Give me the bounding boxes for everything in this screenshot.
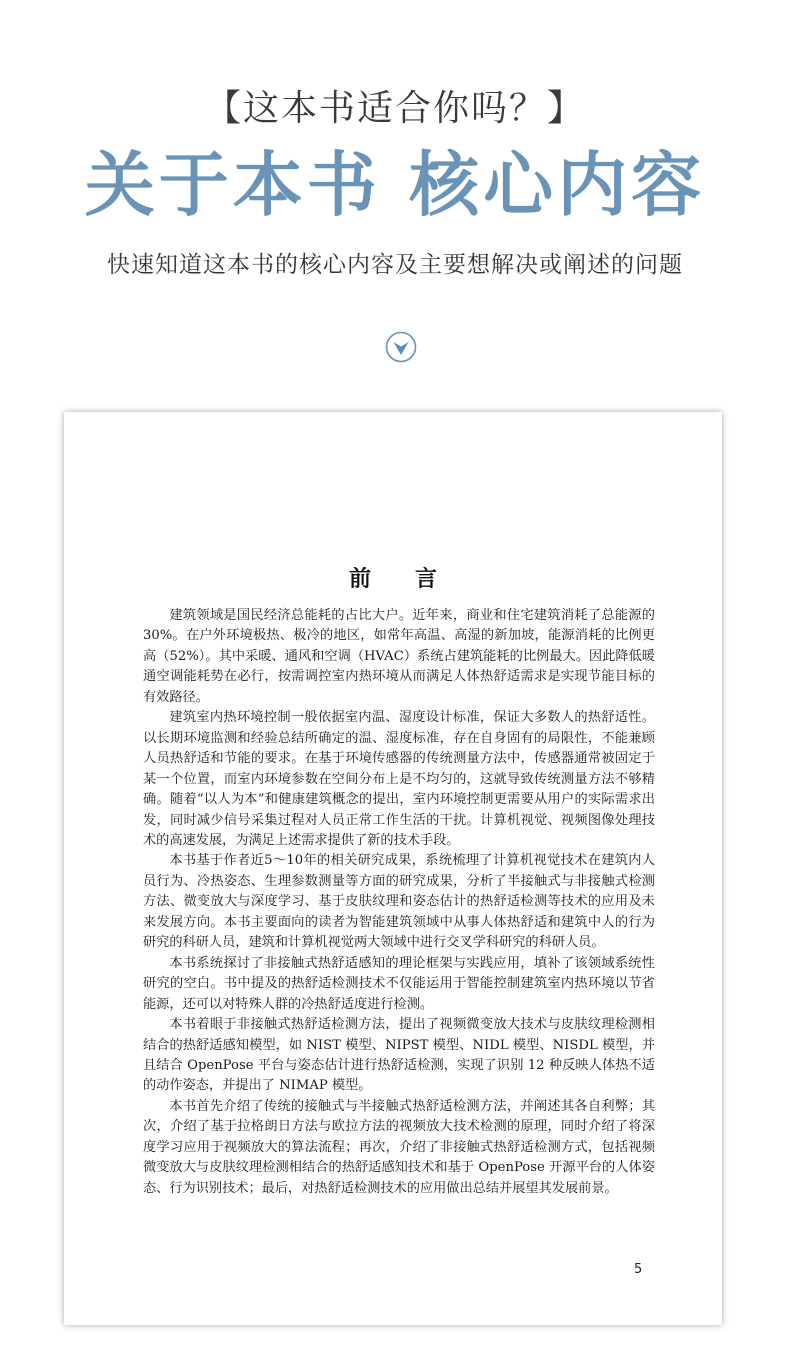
chevron-down-circle-icon	[385, 331, 417, 363]
paragraph: 建筑领域是国民经济总能耗的占比大户。近年来，商业和住宅建筑消耗了总能源的30%。在户外环境极热、极冷的地区，如常年高温、高湿的新加坡，能源消耗的比例更高（52%）。其中采暖、通风和空调（HVAC）系统占建筑能耗的比例最大。因此降低暖通空调能耗势在必行，按需调控室内热环境从而满足人体热舒适需求是实现节能目标的有效路径。	[143, 608, 655, 705]
paragraph: 本书着眼于非接触式热舒适检测方法，提出了视频微变放大技术与皮肤纹理检测相结合的热舒适感知模型，如 NIST 模型、NIPST 模型、NIDL 模型、NISDL 模型，并且结合 OpenPose 平台与姿态估计进行热舒适检测，实现了识别 12 种反映人体热不适的动作姿态，并提出了 NIMAP 模型。	[143, 1017, 655, 1094]
paragraph: 本书基于作者近5～10年的相关研究成果，系统梳理了计算机视觉技术在建筑内人员行为、冷热姿态、生理参数测量等方面的研究成果，分析了半接触式与非接触式检测方法、微变放大与深度学习、基于皮肤纹理和姿态估计的热舒适检测等技术的应用及未来发展方向。本书主要面向的读者为智能建筑领域中从事人体热舒适和建筑中人的行为研究的科研人员，建筑和计算机视觉两大领域中进行交叉学科研究的科研人员。	[143, 853, 655, 951]
page-subtitle: 快速知道这本书的核心内容及主要想解决或阐述的问题	[107, 252, 683, 278]
paragraph: 本书系统探讨了非接触式热舒适感知的理论框架与实践应用，填补了该领域系统性研究的空白。书中提及的热舒适检测技术不仅能运用于智能控制建筑室内热环境以节省能源，还可以对特殊人群的冷热舒适度进行检测。	[143, 955, 655, 1012]
paragraph: 本书首先介绍了传统的接触式与半接触式热舒适检测方法，并阐述其各自利弊；其次，介绍了基于拉格朗日方法与欧拉方法的视频放大技术检测的原理，同时介绍了将深度学习应用于视频放大的算法流程；再次，介绍了非接触式热舒适检测方式，包括视频微变放大与皮肤纹理检测相结合的热舒适感知技术和基于 OpenPose 开源平台的人体姿态、行为识别技术；最后，对热舒适检测技术的应用做出总结并展望其发展前景。	[143, 1098, 655, 1196]
page-title: 关于本书 核心内容	[84, 143, 706, 226]
section-kicker: 【这本书适合你吗？】	[204, 88, 585, 129]
preface-heading: 前 言	[348, 566, 437, 592]
page-number: 5	[634, 1262, 643, 1277]
preface-body	[143, 606, 655, 1199]
book-page	[64, 412, 722, 1325]
paragraph: 建筑室内热环境控制一般依据室内温、湿度设计标准，保证大多数人的热舒适性。以长期环境监测和经验总结所确定的温、湿度标准，存在自身固有的局限性，不能兼顾人员热舒适和节能的要求。在基于环境传感器的传统测量方法中，传感器通常被固定于某一个位置，而室内环境参数在空间分布上是不均匀的，这就导致传统测量方法不够精确。随着“以人为本”和健康建筑概念的提出，室内环境控制更需要从用户的实际需求出发，同时减少信号采集过程对人员正常工作生活的干扰。计算机视觉、视频图像处理技术的高速发展，为满足上述需求提供了新的技术手段。	[143, 710, 655, 848]
